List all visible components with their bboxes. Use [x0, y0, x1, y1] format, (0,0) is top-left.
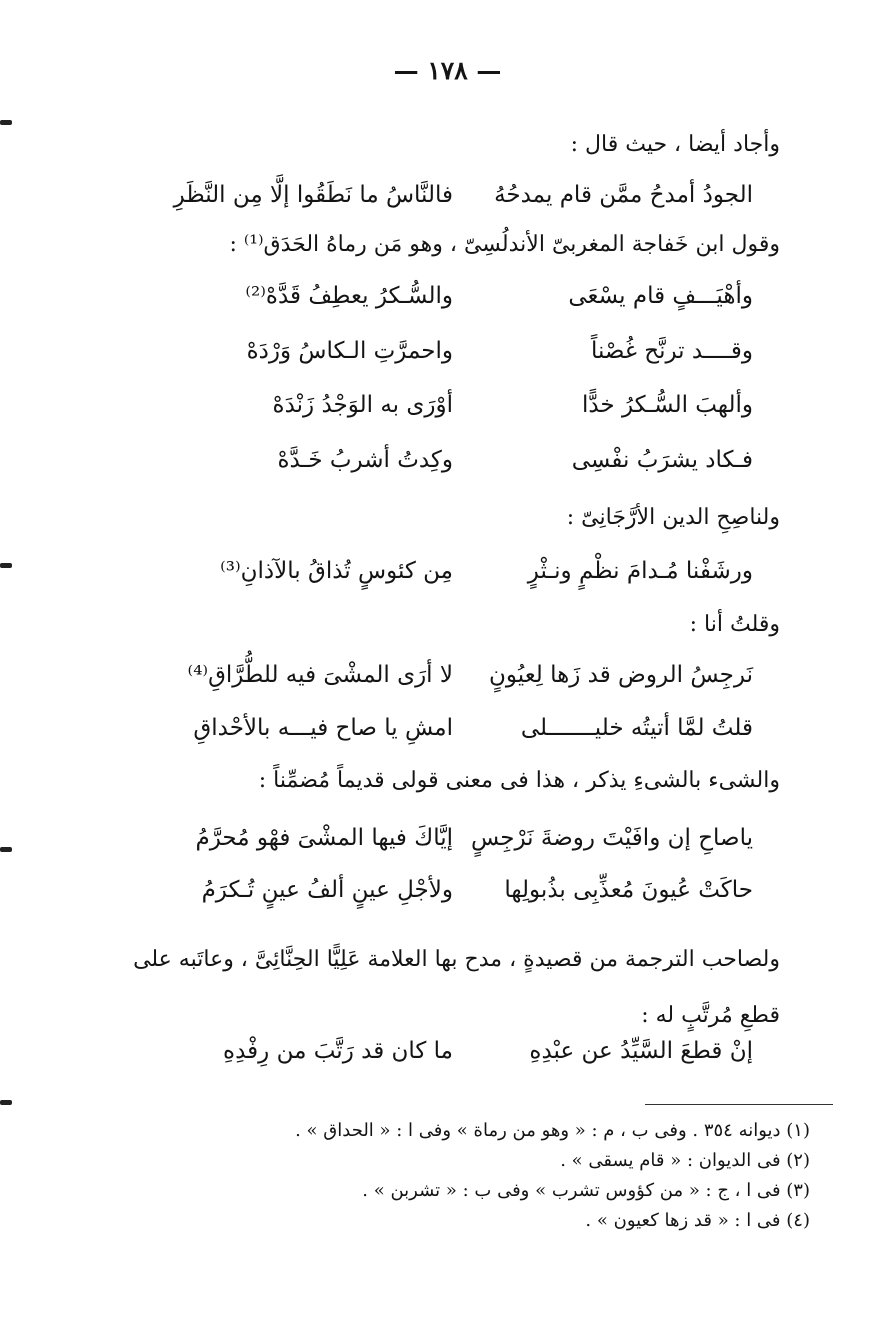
verse-line	[130, 338, 753, 378]
margin-mark	[0, 563, 12, 568]
margin-mark	[0, 120, 12, 125]
verse-second-hemistich: إيَّاكَ فيها المشْىَ فهْو مُحرَّمُ	[195, 825, 453, 851]
verse-second-hemistich: مِن كئوسٍ تُذاقُ بالآذانِ⁽³⁾	[220, 558, 453, 584]
intro-line: وأجاد أيضا ، حيث قال :	[570, 132, 780, 157]
margin-mark	[0, 1100, 12, 1105]
verse-second-hemistich: أوْرَى به الوَجْدُ زَنْدَهْ	[272, 392, 453, 418]
verse-line	[130, 392, 753, 432]
verse-first-hemistich: وألهبَ السُّـكرُ خدًّا	[581, 392, 753, 418]
verse-second-hemistich: فالنَّاسُ ما نَطَقُوا إلَّا مِن النَّظَرِ	[173, 182, 453, 208]
verse-first-hemistich: إنْ قطعَ السَّيِّدُ عن عبْدِهِ	[529, 1038, 753, 1064]
intro-line: وقول ابن خَفاجة المغربىّ الأندلُسِىّ ، وهو مَن رماهُ الحَدَق⁽¹⁾ :	[229, 232, 780, 257]
verse-line	[130, 825, 753, 865]
intro-line: وقلتُ أنا :	[689, 612, 780, 637]
verse-line	[130, 182, 753, 222]
margin-mark	[0, 847, 12, 852]
verse-first-hemistich: وقــــد ترنَّح غُصْناً	[590, 338, 753, 364]
footnote-2: (٢) فى الديوان : « قام يسقى » .	[560, 1150, 810, 1171]
footnote-4: (٤) فى ا : « قد زها كعيون » .	[585, 1210, 810, 1231]
verse-line	[130, 558, 753, 598]
verse-first-hemistich: ياصاحِ إن وافَيْتَ روضةَ نَرْجِسٍ	[470, 825, 753, 851]
verse-line	[130, 715, 753, 755]
footnote-1: (١) ديوانه ٣٥٤ . وفى ب ، م : « وهو من رماة » وفى ا : « الحداق » .	[295, 1120, 810, 1141]
verse-second-hemistich: ولأجْلِ عينٍ ألفُ عينٍ تُـكرَمُ	[201, 877, 453, 903]
verse-first-hemistich: قلتُ لمَّا أتيتُه خليـــــــلى	[520, 715, 753, 741]
footnote-3: (٣) فى ا ، ج : « من كؤوس تشرب » وفى ب : « تشربن » .	[362, 1180, 810, 1201]
verse-second-hemistich: واحمرَّتِ الـكاسُ وَرْدَهْ	[246, 338, 453, 364]
verse-first-hemistich: ورشَفْنا مُـدامَ نظْمٍ ونـثْرٍ	[527, 558, 753, 584]
intro-paragraph: ولصاحب الترجمة من قصيدةٍ ، مدح بها العلامة عَلِيًّا الحِنَّائِىَّ ، وعاتَبه على قطعِ مُرتَّبٍ له :	[133, 947, 780, 1028]
verse-first-hemistich: وأهْيَـــفٍ قام يسْعَى	[568, 283, 753, 309]
intro-line: والشىء بالشىءِ يذكر ، هذا فى معنى قولى قديماً مُضمِّناً :	[258, 768, 780, 793]
verse-second-hemistich: ما كان قد رَتَّبَ من رِفْدِهِ	[223, 1038, 453, 1064]
verse-second-hemistich: والسُّـكرُ يعطِفُ قَدَّهْ⁽²⁾	[245, 283, 453, 309]
verse-first-hemistich: فـكاد يشرَبُ نفْسِى	[571, 447, 753, 473]
page-number: — ١٧٨ —	[393, 56, 502, 85]
verse-first-hemistich: الجودُ أمدحُ ممَّن قام يمدحُهُ	[494, 182, 753, 208]
verse-line	[130, 662, 753, 702]
verse-first-hemistich: نَرجِسُ الروض قد زَها لِعيُونٍ	[488, 662, 753, 688]
verse-second-hemistich: امشِ يا صاح فيـــه بالأحْداقِ	[193, 715, 453, 741]
footnote-separator	[645, 1104, 833, 1105]
intro-line: ولناصِحِ الدين الأرَّجَانِىّ :	[566, 505, 780, 530]
verse-line	[130, 447, 753, 487]
verse-second-hemistich: لا أرَى المشْىَ فيه للطُّرَّاقِ⁽⁴⁾	[187, 662, 453, 688]
verse-line	[130, 1038, 753, 1078]
verse-second-hemistich: وكِدتُ أشربُ خَـدَّهْ	[277, 447, 453, 473]
verse-line	[130, 283, 753, 323]
verse-first-hemistich: حاكَتْ عُيونَ مُعذِّبِى بذُبولِها	[504, 877, 753, 903]
verse-line	[130, 877, 753, 917]
